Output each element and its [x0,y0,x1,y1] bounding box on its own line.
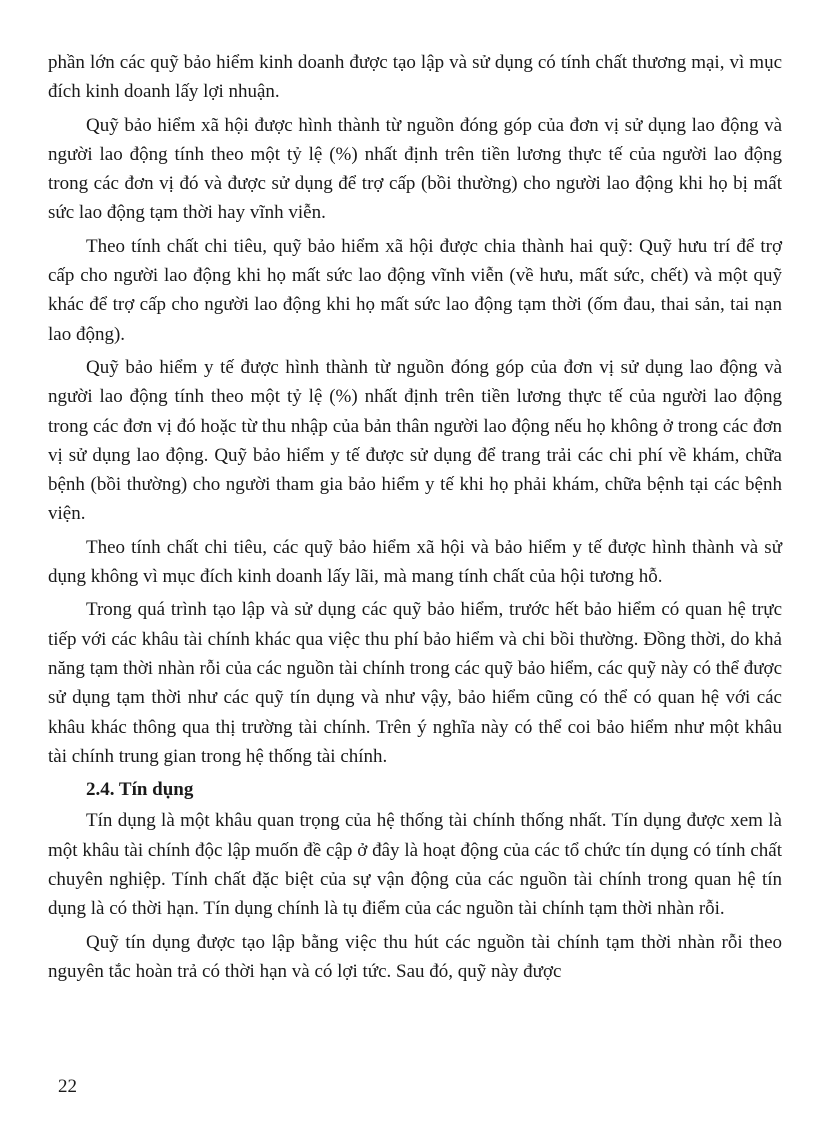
paragraph-3: Theo tính chất chi tiêu, quỹ bảo hiểm xã hội được chia thành hai quỹ: Quỹ hưu trí để trợ cấp cho người lao động khi họ mất sức lao động vĩnh viễn (về hưu, mất sức, chết) và một quỹ khác để trợ cấp cho người lao động khi họ mất sức lao động tạm thời (ốm đau, thai sản, tai nạn lao động). [48,235,782,345]
paragraph-5: Theo tính chất chi tiêu, các quỹ bảo hiểm xã hội và bảo hiểm y tế được hình thành và sử dụng không vì mục đích kinh doanh lấy lãi, mà mang tính chất của hội tương hỗ. [48,536,782,588]
paragraph-6: Trong quá trình tạo lập và sử dụng các quỹ bảo hiểm, trước hết bảo hiểm có quan hệ trực tiếp với các khâu tài chính khác qua việc thu phí bảo hiểm và chi bồi thường. Đồng thời, do khả năng tạm thời nhàn rỗi của các nguồn tài chính trong các quỹ bảo hiểm, các quỹ này có thể được sử dụng tạm thời như các quỹ tín dụng và như vậy, bảo hiểm cũng có thể có quan hệ với các khâu khác thông qua thị trường tài chính. Trên ý nghĩa này có thể coi bảo hiểm như một khâu tài chính trung gian trong hệ thống tài chính. [48,599,782,767]
page-number: 22 [58,1076,77,1097]
paragraph-7: Tín dụng là một khâu quan trọng của hệ thống tài chính thống nhất. Tín dụng được xem là một khâu tài chính độc lập muốn đề cập ở đây là hoạt động của các tổ chức tín dụng có tính chất chuyên nghiệp. Tính chất đặc biệt của sự vận động của các nguồn tài chính trong quan hệ tín dụng là có thời hạn. Tín dụng chính là tụ điểm của các nguồn tài chính tạm thời nhàn rỗi. [48,810,782,920]
paragraph-4: Quỹ bảo hiểm y tế được hình thành từ nguồn đóng góp của đơn vị sử dụng lao động và người lao động tính theo một tỷ lệ (%) nhất định trên tiền lương thực tế của người lao động trong các đơn vị đó hoặc từ thu nhập của bản thân người lao động nếu họ không ở trong các đơn vị sử dụng lao động. Quỹ bảo hiểm y tế được sử dụng để trang trải các chi phí về khám, chữa bệnh (bồi thường) cho người tham gia bảo hiểm y tế khi họ phải khám, chữa bệnh tại các bệnh viện. [48,356,782,525]
paragraph-8: Quỹ tín dụng được tạo lập bằng việc thu hút các nguồn tài chính tạm thời nhàn rỗi theo nguyên tắc hoàn trả có thời hạn và có lợi tức. Sau đó, quỹ này được [48,931,782,982]
paragraph-1: phần lớn các quỹ bảo hiểm kinh doanh được tạo lập và sử dụng có tính chất thương mại, vì mục đích kinh doanh lấy lợi nhuận. [48,52,782,103]
page-body [48,48,782,1108]
paragraph-2: Quỹ bảo hiểm xã hội được hình thành từ nguồn đóng góp của đơn vị sử dụng lao động và người lao động tính theo một tỷ lệ (%) nhất định trên tiền lương thực tế của người lao động trong các đơn vị đó và được sử dụng để trợ cấp (bồi thường) cho người lao động khi họ bị mất sức lao động tạm thời hay vĩnh viễn. [48,114,782,224]
section-heading: 2.4. Tín dụng [86,779,194,801]
